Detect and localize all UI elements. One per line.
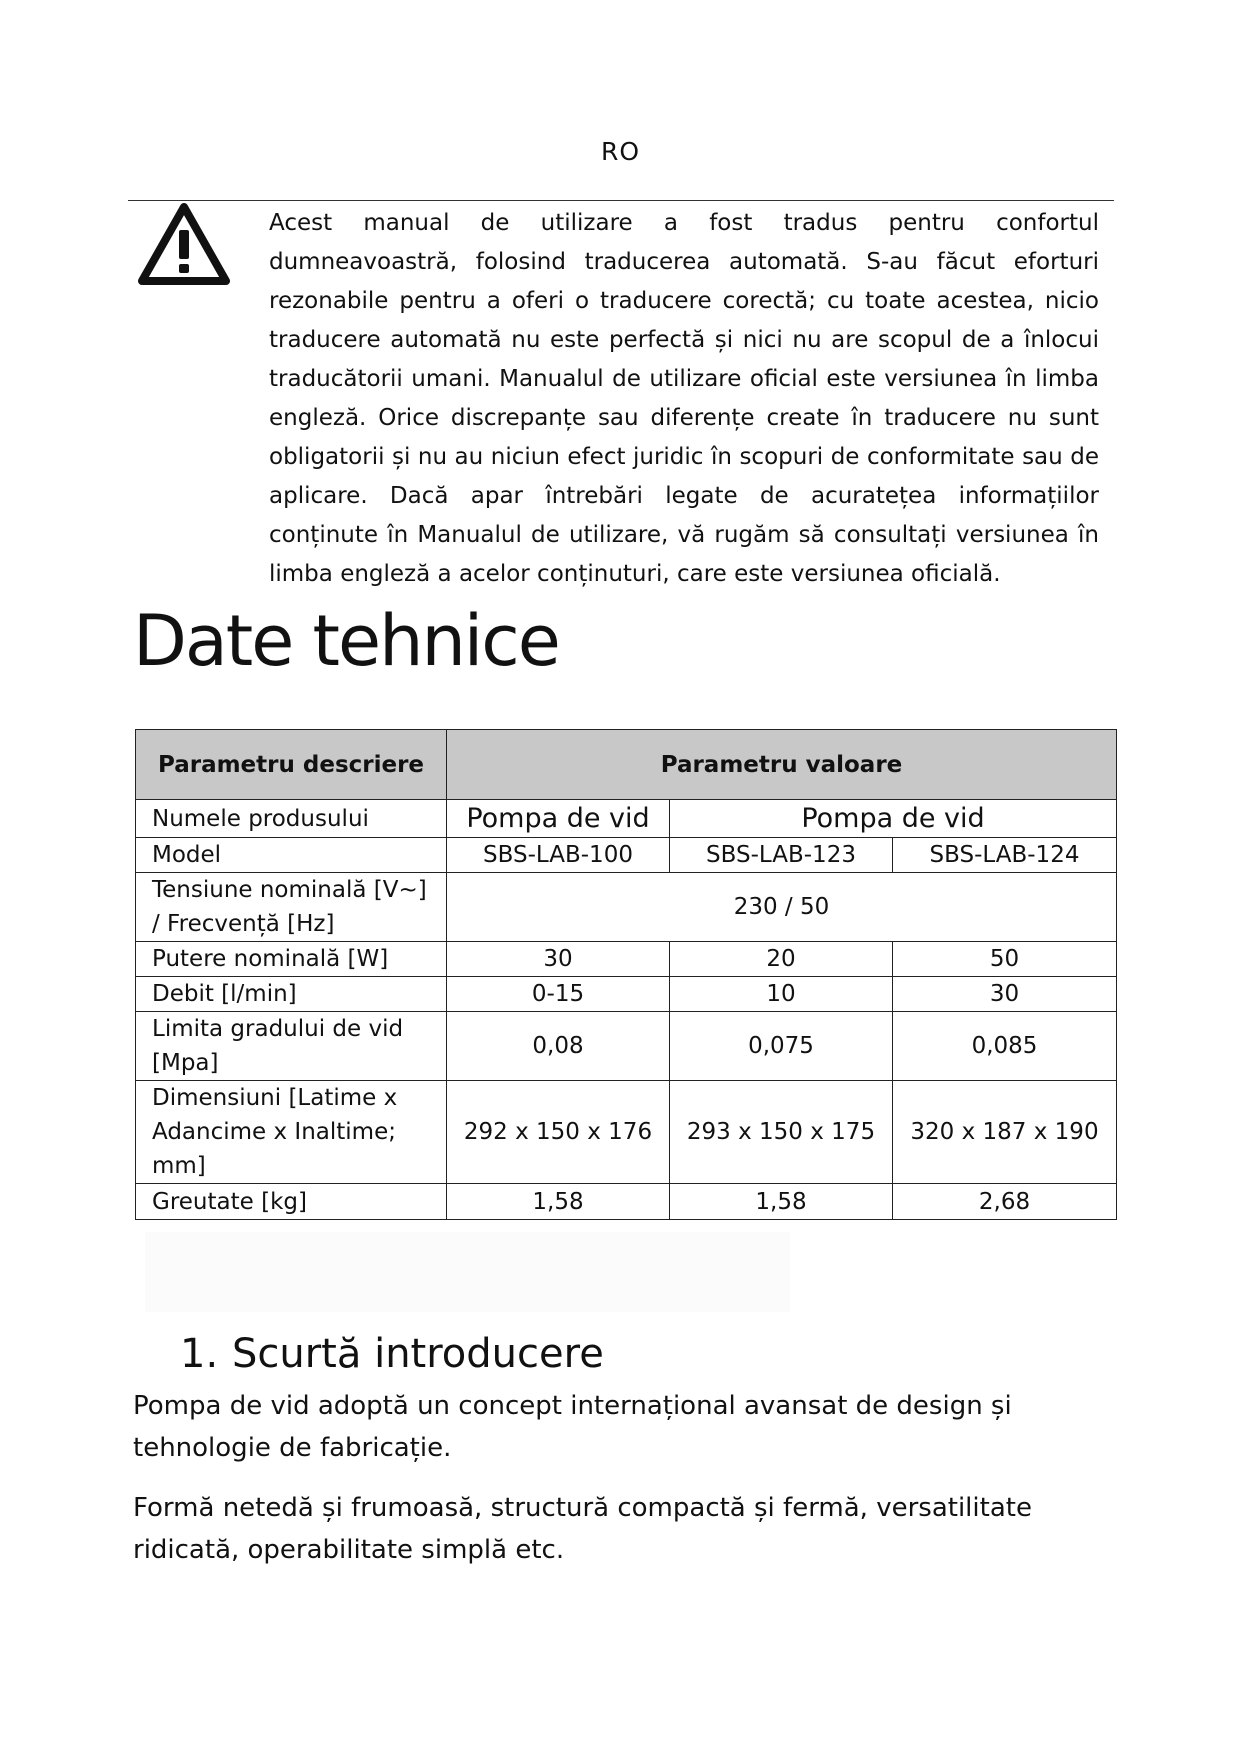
row-label-vacuum: Limita gradului de vid [Mpa] — [136, 1012, 447, 1081]
flow-cell: 10 — [670, 977, 893, 1012]
row-label-voltage: Tensiune nominală [V~] / Frecvență [Hz] — [136, 873, 447, 942]
dimensions-cell: 292 x 150 x 176 — [447, 1081, 670, 1184]
table-row — [136, 1184, 1117, 1220]
table-row — [136, 1081, 1117, 1184]
model-cell: SBS-LAB-123 — [670, 838, 893, 873]
row-label-flow: Debit [l/min] — [136, 977, 447, 1012]
voltage-cell: 230 / 50 — [447, 873, 1117, 942]
power-cell: 20 — [670, 942, 893, 977]
page-title: Date tehnice — [133, 600, 559, 682]
section-number: 1. — [180, 1331, 219, 1377]
flow-cell: 30 — [893, 977, 1117, 1012]
section-title: Scurtă introducere — [232, 1331, 604, 1377]
weight-cell: 1,58 — [447, 1184, 670, 1220]
product-name-cell: Pompa de vid — [447, 800, 670, 838]
header-param-value: Parametru valoare — [447, 730, 1117, 800]
header-param-description: Parametru descriere — [136, 730, 447, 800]
weight-cell: 1,58 — [670, 1184, 893, 1220]
background-band — [145, 1232, 790, 1312]
flow-cell: 0-15 — [447, 977, 670, 1012]
row-label-weight: Greutate [kg] — [136, 1184, 447, 1220]
weight-cell: 2,68 — [893, 1184, 1117, 1220]
table-row — [136, 1012, 1117, 1081]
vacuum-cell: 0,08 — [447, 1012, 670, 1081]
table-row — [136, 873, 1117, 942]
table-row — [136, 838, 1117, 873]
translation-disclaimer: Acest manual de utilizare a fost tradus pentru confortul dumneavoastră, folosind traducerea automată. S-au făcut eforturi rezonabile pentru a oferi o traducere corectă; cu toate acestea, nicio traducere automată nu este perfectă și nici nu are scopul de a înlocui traducătorii umani. Manualul de utilizare oficial este versiunea în limba engleză. Orice discrepanțe sau diferențe create în traducere nu sunt obligatorii și nu au niciun efect juridic în scopuri de conformitate sau de aplicare. Dacă apar întrebări legate de acuratețea informațiilor conținute în Manualul de utilizare, vă rugăm să consultați versiunea în limba engleză a acelor conținuturi, care este versiunea oficială. — [269, 210, 1099, 587]
power-cell: 50 — [893, 942, 1117, 977]
dimensions-cell: 320 x 187 x 190 — [893, 1081, 1117, 1184]
warning-triangle-icon — [138, 202, 230, 286]
table-row — [136, 977, 1117, 1012]
header-divider — [128, 200, 1114, 201]
model-cell: SBS-LAB-100 — [447, 838, 670, 873]
power-cell: 30 — [447, 942, 670, 977]
row-label-power: Putere nominală [W] — [136, 942, 447, 977]
vacuum-cell: 0,085 — [893, 1012, 1117, 1081]
model-cell: SBS-LAB-124 — [893, 838, 1117, 873]
technical-data-table — [135, 729, 1117, 1220]
table-row — [136, 942, 1117, 977]
table-row — [136, 800, 1117, 838]
intro-paragraph-2: Formă netedă și frumoasă, structură compactă și fermă, versatilitate ridicată, operabilitate simplă etc. — [133, 1493, 1032, 1565]
row-label-dimensions: Dimensiuni [Latime x Adancime x Inaltime; mm] — [136, 1081, 447, 1184]
section-heading — [180, 1324, 604, 1384]
row-label-model: Model — [136, 838, 447, 873]
table-header-row — [136, 730, 1117, 800]
row-label-product-name: Numele produsului — [136, 800, 447, 838]
dimensions-cell: 293 x 150 x 175 — [670, 1081, 893, 1184]
intro-paragraph-1: Pompa de vid adoptă un concept internațional avansat de design și tehnologie de fabricație. — [133, 1391, 1012, 1463]
vacuum-cell: 0,075 — [670, 1012, 893, 1081]
page-language-code: RO — [600, 137, 641, 166]
product-name-cell: Pompa de vid — [670, 800, 1117, 838]
